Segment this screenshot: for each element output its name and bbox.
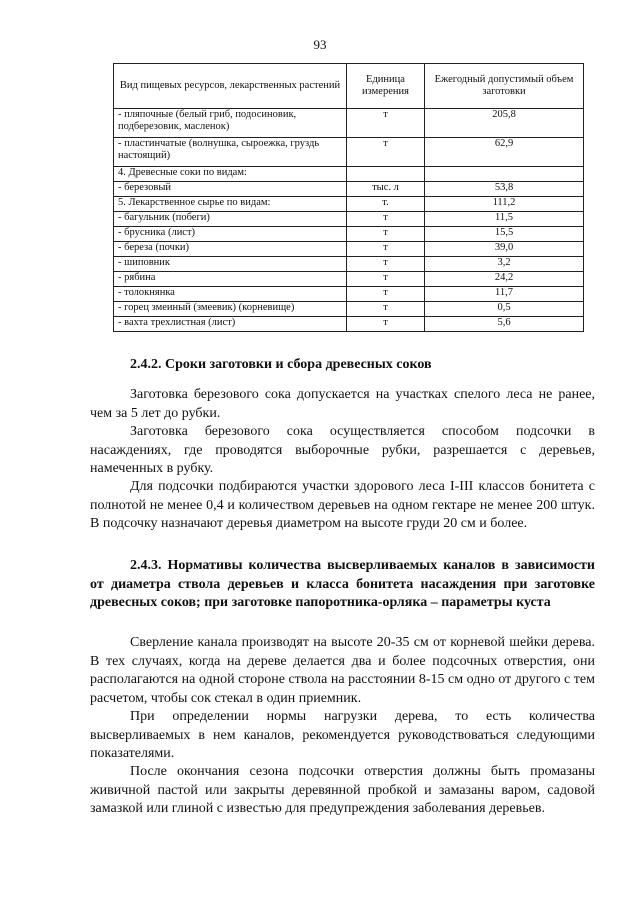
cell-resource-name: - березовый [114,182,347,197]
table-row [114,227,584,242]
cell-volume: 62,9 [425,138,584,167]
cell-unit: т [347,317,425,332]
cell-volume: 205,8 [425,109,584,138]
cell-unit: т [347,257,425,272]
cell-resource-name: - горец змеиный (змеевик) (корневище) [114,302,347,317]
cell-resource-name: 5. Лекарственное сырье по видам: [114,197,347,212]
paragraph-birch-sap-method: Заготовка березового сока осуществляется способом подсочки в насаждениях, где проводятся выборочные рубки, разрешается с деревьев, намеченных в рубку. [90,424,595,476]
paragraph-load-norm: При определении нормы нагрузки дерева, то есть количества высверливаемых в нем каналов, рекомендуется руководствоваться следующими показателями. [90,709,595,761]
cell-unit: тыс. л [347,182,425,197]
table-row [114,138,584,167]
cell-volume: 0,5 [425,302,584,317]
cell-volume: 11,5 [425,212,584,227]
table-body [114,109,584,332]
table-row [114,109,584,138]
cell-resource-name: - багульник (побеги) [114,212,347,227]
cell-resource-name: - береза (почки) [114,242,347,257]
cell-unit: т [347,242,425,257]
cell-unit [347,167,425,182]
table-row [114,212,584,227]
cell-unit: т [347,272,425,287]
header-unit: Единица измерения [347,64,425,109]
cell-unit: т [347,212,425,227]
cell-unit: т [347,302,425,317]
paragraph-birch-sap-timing: Заготовка березового сока допускается на участках спелого леса не ранее, чем за 5 лет до рубки. [90,387,595,421]
table-row [114,242,584,257]
cell-volume: 53,8 [425,182,584,197]
table-row [114,272,584,287]
cell-unit: т. [347,197,425,212]
table-row [114,167,584,182]
cell-resource-name: 4. Древесные соки по видам: [114,167,347,182]
paragraph-tapping-selection: Для подсочки подбираются участки здорового леса I-III классов бонитета с полнотой не менее 0,4 и количеством деревьев на одном гектаре не менее 200 штук. В подсочку назначают деревья диаметром на высоте груди 20 см и более. [90,479,595,531]
resources-table [113,63,584,332]
cell-unit: т [347,109,425,138]
cell-volume: 11,7 [425,287,584,302]
page-number: 93 [313,37,327,52]
cell-volume: 111,2 [425,197,584,212]
paragraph-season-end: После окончания сезона подсочки отверстия должны быть промазаны живичной пастой или закрыты деревянной пробкой и замазаны варом, садовой замазкой или глиной с известью для предупреждения заболевания деревьев. [90,764,595,816]
section-heading-2-4-2: 2.4.2. Сроки заготовки и сбора древесных соков [130,357,432,372]
cell-volume: 39,0 [425,242,584,257]
table-row [114,302,584,317]
section-heading-2-4-3: 2.4.3. Нормативы количества высверливаемых каналов в зависимости от диаметра ствола деревьев и класса бонитета насаждения при заготовке древесных соков; при заготовке папоротника-орляка – параметры куста [90,558,595,610]
cell-volume: 3,2 [425,257,584,272]
cell-resource-name: - пластинчатые (волнушка, сыроежка, груздь настоящий) [114,138,347,167]
cell-volume [425,167,584,182]
cell-resource-name: - шиповник [114,257,347,272]
header-resource-type: Вид пищевых ресурсов, лекарственных растений [114,64,347,109]
cell-resource-name: - брусника (лист) [114,227,347,242]
table-header-row [114,64,584,109]
cell-unit: т [347,227,425,242]
cell-volume: 24,2 [425,272,584,287]
cell-resource-name: - рябина [114,272,347,287]
table-row [114,197,584,212]
table-row [114,257,584,272]
cell-unit: т [347,138,425,167]
paragraph-drilling: Сверление канала производят на высоте 20-35 см от корневой шейки дерева. В тех случаях, когда на дереве делается два и более подсочных отверстия, они располагаются на одной стороне ствола на расстоянии 8-15 см одно от другого с тем расчетом, чтобы сок стекал в один приемник. [90,635,595,706]
table-row [114,317,584,332]
cell-volume: 15,5 [425,227,584,242]
header-annual-volume: Ежегодный допустимый объем заготовки [425,64,584,109]
cell-resource-name: - толокнянка [114,287,347,302]
cell-unit: т [347,287,425,302]
cell-resource-name: - вахта трехлистная (лист) [114,317,347,332]
table-row [114,182,584,197]
cell-resource-name: - пляпочные (белый гриб, подосиновик, подберезовик, масленок) [114,109,347,138]
table-row [114,287,584,302]
cell-volume: 5,6 [425,317,584,332]
